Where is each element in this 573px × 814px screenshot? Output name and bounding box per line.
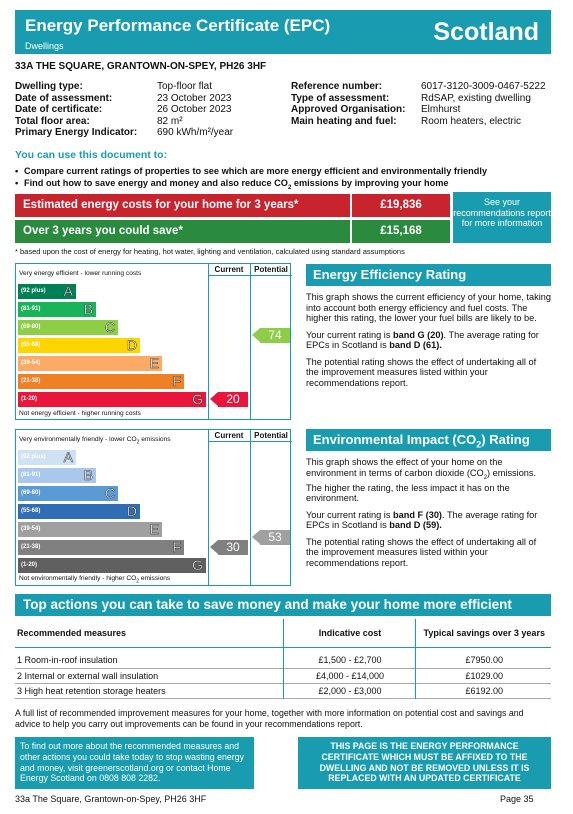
band-letter: B [83,301,93,317]
graph-bottom-label-text-end: emissions [139,575,171,582]
property-address: 33A THE SQUARE, GRANTOWN-ON-SPEY, PH26 3HF [15,61,267,72]
current-column-header: Current [214,265,244,274]
band-range: (39-54) [21,526,41,532]
current-rating-arrow [218,540,248,555]
table-row [15,653,551,668]
cost-cell: £4,000 - £14,000 [283,668,415,683]
band-c [18,320,118,335]
band-letter: A [63,449,73,465]
band-letter: G [192,391,203,407]
current-column-header: Current [214,431,244,440]
eir-paragraph-2 [306,510,551,531]
energy-cost-value: £19,836 [350,194,450,217]
band-f [18,374,184,389]
use-bullet-1: • Compare current ratings of properties to see which are more energy efficient and environmentally friendly [15,166,488,176]
detail-key: Date of assessment: [15,92,113,104]
footer-address: 33a The Square, Grantown-on-Spey, PH26 3HF [15,794,207,804]
certificate-title: Energy Performance Certificate (EPC) [25,16,331,35]
potential-rating-arrow [260,530,290,545]
potential-rating-value: 74 [268,328,282,342]
detail-value: Room heaters, electric [421,115,522,127]
detail-value: Elmhurst [421,104,461,115]
band-letter: F [172,539,181,555]
detail-value: 82 m² [157,115,183,127]
band-g [18,558,206,573]
detail-value: 26 October 2023 [157,104,232,115]
graph-top-label [19,436,171,445]
potential-column-header: Potential [254,431,288,440]
eer-paragraph-2 [306,330,551,351]
band-range: (69-80) [21,324,41,330]
detail-key: Main heating and fuel: [291,115,397,127]
band-letter: C [104,485,115,501]
detail-value: Top-floor flat [157,81,213,92]
cost-cell: £1,500 - £2,700 [283,653,415,668]
eer-paragraph-3: The potential rating shows the effect of undertaking all of the improvement measures listed within your recommendations report. [306,356,537,388]
see-recommendations-box: See your recommendations report for more information [453,192,551,243]
current-rating-value: 30 [226,540,240,554]
band-range: (1-20) [21,562,38,568]
column-header-savings: Typical savings over 3 years [415,619,551,647]
graph-bottom-label-text: Not environmentally friendly - higher CO [19,575,137,582]
band-letter: G [192,557,203,573]
eer-current-band: band G (20) [392,329,444,340]
band-range: (55-68) [21,342,41,348]
environmental-impact-text [306,457,551,574]
band-range: (81-91) [21,306,41,312]
band-e [18,356,162,371]
band-range: (92 plus) [21,454,46,460]
current-rating-arrow [218,392,248,407]
eir-heading-text-end: ) Rating [481,432,530,447]
band-letter: B [83,467,93,483]
detail-key: Total floor area: [15,115,90,127]
subscript: 2 [136,439,140,446]
certificate-subtitle: Dwellings [25,41,64,51]
detail-key: Reference number: [291,81,383,92]
subscript: 2 [476,439,482,450]
band-range: (21-38) [21,544,41,550]
cost-cell: £2,000 - £3,000 [283,683,415,698]
band-letter: F [172,373,181,389]
band-letter: E [149,355,159,371]
energy-cost-label: Estimated energy costs for your home for 3 years* [23,199,299,211]
measure-cell: 1 Room-in-roof insulation [17,655,118,666]
graph-top-label-text-end: emissions [139,436,171,443]
costs-footnote: * based upon the cost of energy for heating, hot water, lighting and ventilation, calculated using standard assumptions [15,247,405,256]
band-f [18,540,184,555]
energy-efficiency-graph [15,263,291,420]
eir-current-band: band F (30) [392,509,442,520]
environmental-impact-graph [15,429,291,586]
details-right [291,81,546,127]
eir-text: . The average rating for EPCs in Scotland is [306,509,538,531]
band-g [18,392,206,407]
energy-efficiency-heading: Energy Efficiency Rating [306,264,551,286]
band-range: (39-54) [21,360,41,366]
column-header-measures: Recommended measures [17,627,127,638]
environmental-impact-heading [306,429,551,451]
epc-header [15,10,551,54]
eir-paragraph-1 [306,457,551,504]
eir-text: This graph shows the effect of your home on the environment in terms of carbon dioxide (CO [306,457,503,478]
detail-value: 23 October 2023 [157,92,232,104]
use-bullet-2-text: Find out how to save energy and money and also reduce CO [24,178,288,188]
use-heading: You can use this document to: [15,149,168,161]
use-bullet-1-text: Compare current ratings of properties to see which are more energy efficient and environmentally friendly [24,166,488,176]
details-left [15,81,233,139]
band-range: (21-38) [21,378,41,384]
recommended-measures-table [15,619,551,699]
table-row [15,668,551,683]
table-header-row [15,619,551,647]
band-b [18,468,96,483]
use-bullet-2: • Find out how to save energy and money and also reduce $CO_2$ emissions by improving your home [15,178,449,191]
graph-bottom-label [19,575,170,584]
graph-top-label: Very energy efficient - lower running costs [19,270,142,277]
eir-heading-text: Environmental Impact (CO [313,432,477,447]
full-list-note: A full list of recommended improvement measures for your home, together with more information on potential cost and savings and advice to help you carry out improvements can be found in your recommendations report. [15,708,524,729]
detail-value: 690 kWh/m²/year [157,127,234,138]
energy-efficiency-text [306,292,551,394]
use-bullet-2-text-end: emissions by improving your home [291,178,449,188]
savings-row [15,220,450,243]
detail-value: 6017-3120-3009-0467-5222 [421,81,546,92]
detail-key: Date of certificate: [15,104,103,115]
band-range: (55-68) [21,508,41,514]
column-header-cost: Indicative cost [283,619,415,647]
band-a [18,284,76,299]
eer-text: Your current rating is [306,329,393,340]
detail-key: Primary Energy Indicator: [15,127,138,138]
potential-column-header: Potential [254,265,288,274]
saving-cell: £1029.00 [415,668,551,683]
band-d [18,504,140,519]
detail-key: Dwelling type: [15,81,83,92]
band-c [18,486,118,501]
graph-bottom-label: Not energy efficient - higher running costs [19,410,141,417]
eer-paragraph-1: This graph shows the current efficiency of your home, taking into account both energy efficiency and fuel costs. The higher this rating, the lower your fuel bills are likely to be. [306,292,551,323]
subscript: 2 [287,184,292,191]
measure-cell: 2 Internal or external wall insulation [17,670,159,681]
eir-text: Your current rating is [306,509,393,520]
more-info-box: To find out more about the recommended measures and other actions you could take today to stop wasting energy and money, visit greenerscotland.org or contact Home Energy Scotland on 0808 808 2282. [15,737,254,789]
saving-cell: £6192.00 [415,683,551,698]
affix-notice-box: THIS PAGE IS THE ENERGY PERFORMANCE CERTIFICATE WHICH MUST BE AFFIXED TO THE DWELLING AND NOT BE REMOVED UNLESS IT IS REPLACED WITH AN UPDATED CERTIFICATE [298,737,551,789]
savings-label: Over 3 years you could save* [23,225,183,237]
page-number: Page 35 [500,794,534,804]
band-letter: E [149,521,159,537]
detail-value: RdSAP, existing dwelling [421,92,531,104]
region-label: Scotland [433,18,539,46]
band-letter: C [104,319,115,335]
graph-top-label-text: Very environmentally friendly - lower CO [19,436,137,443]
subscript: 2 [483,474,488,481]
table-row [15,683,551,698]
eir-text: ) emissions. The higher the rating, the less impact it has on the environment. [306,467,537,504]
top-actions-heading: Top actions you can take to save money and make your home more efficient [15,594,551,616]
detail-key: Approved Organisation: [291,104,406,115]
saving-cell: £7950.00 [415,653,551,668]
band-a [18,450,76,465]
measure-cell: 3 High heat retention storage heaters [17,685,166,696]
eir-paragraph-3: The potential rating shows the effect of undertaking all of the improvement measures listed within your recommendations report. [306,536,537,568]
eer-average-band: band D (61). [389,340,442,350]
band-letter: A [63,283,73,299]
band-e [18,522,162,537]
energy-cost-row [15,194,450,217]
subscript: 2 [136,578,140,585]
eer-text: . The average rating for EPCs in Scotland is [306,329,539,350]
band-d [18,338,140,353]
potential-rating-value: 53 [268,530,282,544]
savings-value: £15,168 [350,220,450,243]
band-range: (1-20) [21,396,38,402]
eir-average-band: band D (59). [389,520,442,531]
band-range: (81-91) [21,472,41,478]
band-range: (69-80) [21,490,41,496]
detail-key: Type of assessment: [291,92,390,104]
current-rating-value: 20 [226,392,240,406]
band-b [18,302,96,317]
band-range: (92 plus) [21,288,46,294]
band-letter: D [126,337,137,353]
potential-rating-arrow [260,328,290,343]
band-letter: D [126,503,137,519]
